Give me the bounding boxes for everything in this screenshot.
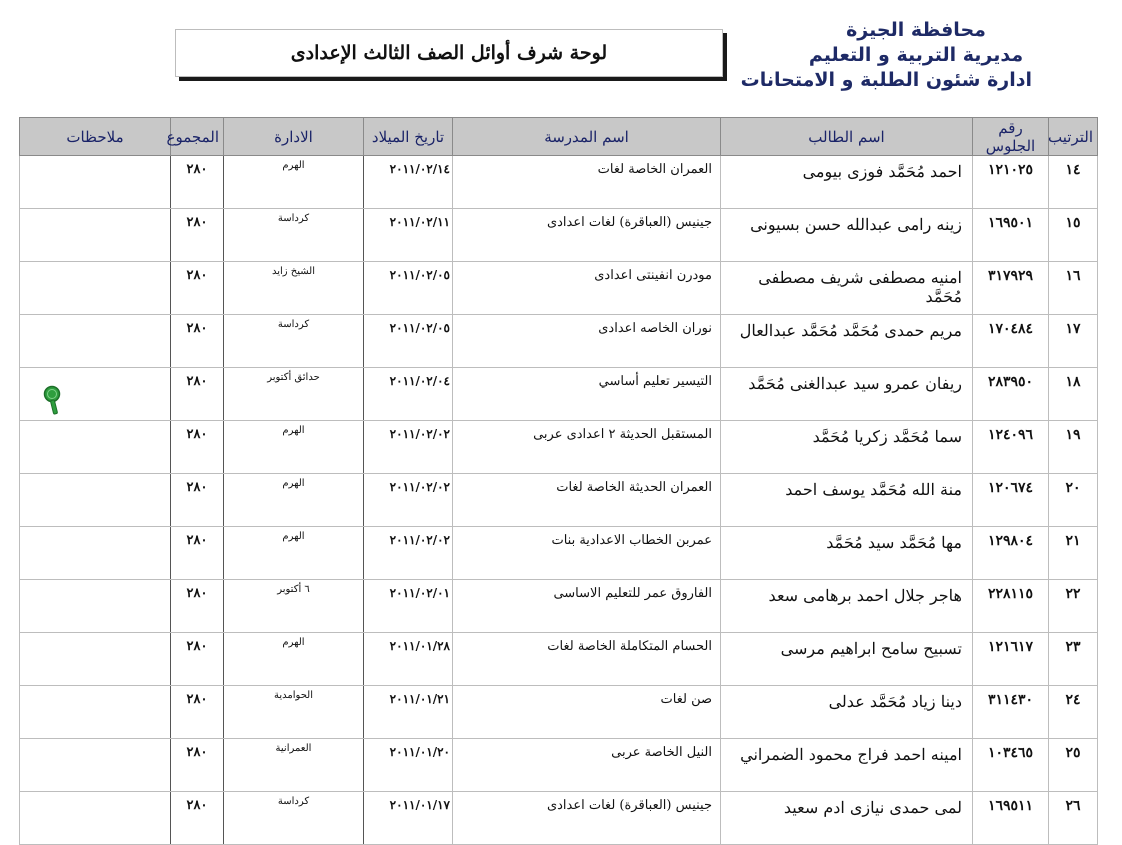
school-name-cell: جينيس (العباقرة) لغات اعدادى [453, 209, 721, 262]
seat-number-cell: ٣١٧٩٢٩ [973, 262, 1049, 315]
seat-number-cell: ٢٢٨١١٥ [973, 580, 1049, 633]
rank-cell: ١٥ [1049, 209, 1098, 262]
magnifier-icon[interactable] [42, 385, 64, 417]
student-name-cell: دينا زياد مُحَمَّد عدلى [721, 686, 973, 739]
total-score-cell: ٢٨٠ [171, 209, 224, 262]
student-name-cell: منة الله مُحَمَّد يوسف احمد [721, 474, 973, 527]
notes-cell [20, 792, 171, 845]
birth-date-cell: ٢٠١١/٠٢/٠٢ [364, 474, 453, 527]
total-score-cell: ٢٨٠ [171, 792, 224, 845]
birth-date-cell: ٢٠١١/٠٢/٠٢ [364, 421, 453, 474]
notes-cell [20, 686, 171, 739]
table-row [20, 474, 1098, 527]
seat-number-cell: ١٢١٦١٧ [973, 633, 1049, 686]
birth-date-cell: ٢٠١١/٠١/٢٨ [364, 633, 453, 686]
notes-cell [20, 315, 171, 368]
notes-cell [20, 209, 171, 262]
school-name-cell: الحسام المتكاملة الخاصة لغات [453, 633, 721, 686]
table-row [20, 156, 1098, 209]
governorate-label: محافظة الجيزة [846, 19, 986, 41]
school-name-cell: المستقبل الحديثة ٢ اعدادى عربى [453, 421, 721, 474]
student-name-cell: مها مُحَمَّد سيد مُحَمَّد [721, 527, 973, 580]
rank-cell: ١٨ [1049, 368, 1098, 421]
birth-date-cell: ٢٠١١/٠١/٢١ [364, 686, 453, 739]
table-row [20, 792, 1098, 845]
total-score-cell: ٢٨٠ [171, 633, 224, 686]
student-name-cell: سما مُحَمَّد زكريا مُحَمَّد [721, 421, 973, 474]
administration-cell: ٦ أكتوبر [224, 580, 364, 633]
administration-cell: العمرانية [224, 739, 364, 792]
rank-cell: ١٦ [1049, 262, 1098, 315]
administration-cell: كرداسة [224, 209, 364, 262]
birth-date-cell: ٢٠١١/٠٢/٠١ [364, 580, 453, 633]
table-row [20, 368, 1098, 421]
col-header-seat: رقم الجلوس [973, 118, 1049, 156]
seat-number-cell: ١٦٩٥٠١ [973, 209, 1049, 262]
birth-date-cell: ٢٠١١/٠١/١٧ [364, 792, 453, 845]
total-score-cell: ٢٨٠ [171, 739, 224, 792]
school-name-cell: العمران الخاصة لغات [453, 156, 721, 209]
student-name-cell: امنيه مصطفى شريف مصطفى مُحَمَّد [721, 262, 973, 315]
administration-cell: الهرم [224, 633, 364, 686]
seat-number-cell: ١٢١٠٢٥ [973, 156, 1049, 209]
school-name-cell: صن لغات [453, 686, 721, 739]
table-header-row [20, 118, 1098, 156]
document-title-box [175, 29, 723, 77]
administration-cell: الهرم [224, 156, 364, 209]
col-header-rank: الترتيب [1049, 118, 1098, 156]
rank-cell: ٢٠ [1049, 474, 1098, 527]
total-score-cell: ٢٨٠ [171, 156, 224, 209]
birth-date-cell: ٢٠١١/٠٢/١١ [364, 209, 453, 262]
issuer-header [740, 18, 1032, 93]
total-score-cell: ٢٨٠ [171, 527, 224, 580]
department-label: ادارة شئون الطلبة و الامتحانات [740, 69, 1032, 91]
rank-cell: ٢٦ [1049, 792, 1098, 845]
col-header-admin: الادارة [224, 118, 364, 156]
administration-cell: الحوامدية [224, 686, 364, 739]
rank-cell: ٢٣ [1049, 633, 1098, 686]
school-name-cell: العمران الحديثة الخاصة لغات [453, 474, 721, 527]
seat-number-cell: ٢٨٣٩٥٠ [973, 368, 1049, 421]
rank-cell: ٢١ [1049, 527, 1098, 580]
rank-cell: ١٧ [1049, 315, 1098, 368]
table-row [20, 209, 1098, 262]
student-name-cell: تسبيح سامح ابراهيم مرسى [721, 633, 973, 686]
table-row [20, 262, 1098, 315]
birth-date-cell: ٢٠١١/٠٢/٠٢ [364, 527, 453, 580]
table-row [20, 315, 1098, 368]
total-score-cell: ٢٨٠ [171, 315, 224, 368]
col-header-notes: ملاحظات [20, 118, 171, 156]
school-name-cell: التيسير تعليم أساسي [453, 368, 721, 421]
seat-number-cell: ١٢٤٠٩٦ [973, 421, 1049, 474]
notes-cell [20, 633, 171, 686]
total-score-cell: ٢٨٠ [171, 368, 224, 421]
rank-cell: ١٩ [1049, 421, 1098, 474]
birth-date-cell: ٢٠١١/٠٢/٠٥ [364, 262, 453, 315]
administration-cell: الشيخ زايد [224, 262, 364, 315]
seat-number-cell: ١٢٠٦٧٤ [973, 474, 1049, 527]
col-header-total: المجموع [171, 118, 224, 156]
school-name-cell: مودرن انفينتى اعدادى [453, 262, 721, 315]
document-title: لوحة شرف أوائل الصف الثالث الإعدادى [290, 42, 608, 64]
school-name-cell: جينيس (العباقرة) لغات اعدادى [453, 792, 721, 845]
table-row [20, 686, 1098, 739]
directorate-label: مديرية التربية و التعليم [808, 44, 1024, 66]
administration-cell: حدائق أكتوبر [224, 368, 364, 421]
total-score-cell: ٢٨٠ [171, 474, 224, 527]
total-score-cell: ٢٨٠ [171, 262, 224, 315]
notes-cell [20, 474, 171, 527]
table-row [20, 421, 1098, 474]
total-score-cell: ٢٨٠ [171, 580, 224, 633]
notes-cell [20, 580, 171, 633]
administration-cell: كرداسة [224, 792, 364, 845]
notes-cell [20, 421, 171, 474]
birth-date-cell: ٢٠١١/٠٢/٠٤ [364, 368, 453, 421]
school-name-cell: نوران الخاصه اعدادى [453, 315, 721, 368]
student-name-cell: امينه احمد فراج محمود الضمراني [721, 739, 973, 792]
notes-cell [20, 739, 171, 792]
school-name-cell: النيل الخاصة عربى [453, 739, 721, 792]
administration-cell: الهرم [224, 474, 364, 527]
school-name-cell: الفاروق عمر للتعليم الاساسى [453, 580, 721, 633]
col-header-name: اسم الطالب [721, 118, 973, 156]
administration-cell: الهرم [224, 527, 364, 580]
student-name-cell: ريفان عمرو سيد عبدالغنى مُحَمَّد [721, 368, 973, 421]
rank-cell: ٢٤ [1049, 686, 1098, 739]
seat-number-cell: ١٢٩٨٠٤ [973, 527, 1049, 580]
notes-cell [20, 156, 171, 209]
seat-number-cell: ١٠٣٤٦٥ [973, 739, 1049, 792]
rank-cell: ١٤ [1049, 156, 1098, 209]
student-name-cell: لمى حمدى نيازى ادم سعيد [721, 792, 973, 845]
rank-cell: ٢٢ [1049, 580, 1098, 633]
student-name-cell: احمد مُحَمَّد فوزى بيومى [721, 156, 973, 209]
administration-cell: كرداسة [224, 315, 364, 368]
col-header-school: اسم المدرسة [453, 118, 721, 156]
table-row [20, 633, 1098, 686]
rank-cell: ٢٥ [1049, 739, 1098, 792]
notes-cell [20, 262, 171, 315]
table-row [20, 739, 1098, 792]
birth-date-cell: ٢٠١١/٠٢/١٤ [364, 156, 453, 209]
col-header-dob: تاريخ الميلاد [364, 118, 453, 156]
administration-cell: الهرم [224, 421, 364, 474]
school-name-cell: عمربن الخطاب الاعدادية بنات [453, 527, 721, 580]
notes-cell [20, 527, 171, 580]
table-row [20, 580, 1098, 633]
seat-number-cell: ١٧٠٤٨٤ [973, 315, 1049, 368]
total-score-cell: ٢٨٠ [171, 421, 224, 474]
seat-number-cell: ٣١١٤٣٠ [973, 686, 1049, 739]
birth-date-cell: ٢٠١١/٠٢/٠٥ [364, 315, 453, 368]
student-name-cell: مريم حمدى مُحَمَّد مُحَمَّد عبدالعال [721, 315, 973, 368]
seat-number-cell: ١٦٩٥١١ [973, 792, 1049, 845]
total-score-cell: ٢٨٠ [171, 686, 224, 739]
table-row [20, 527, 1098, 580]
student-name-cell: زينه رامى عبدالله حسن بسيونى [721, 209, 973, 262]
birth-date-cell: ٢٠١١/٠١/٢٠ [364, 739, 453, 792]
student-name-cell: هاجر جلال احمد برهامى سعد [721, 580, 973, 633]
honor-roll-table [19, 117, 1098, 845]
